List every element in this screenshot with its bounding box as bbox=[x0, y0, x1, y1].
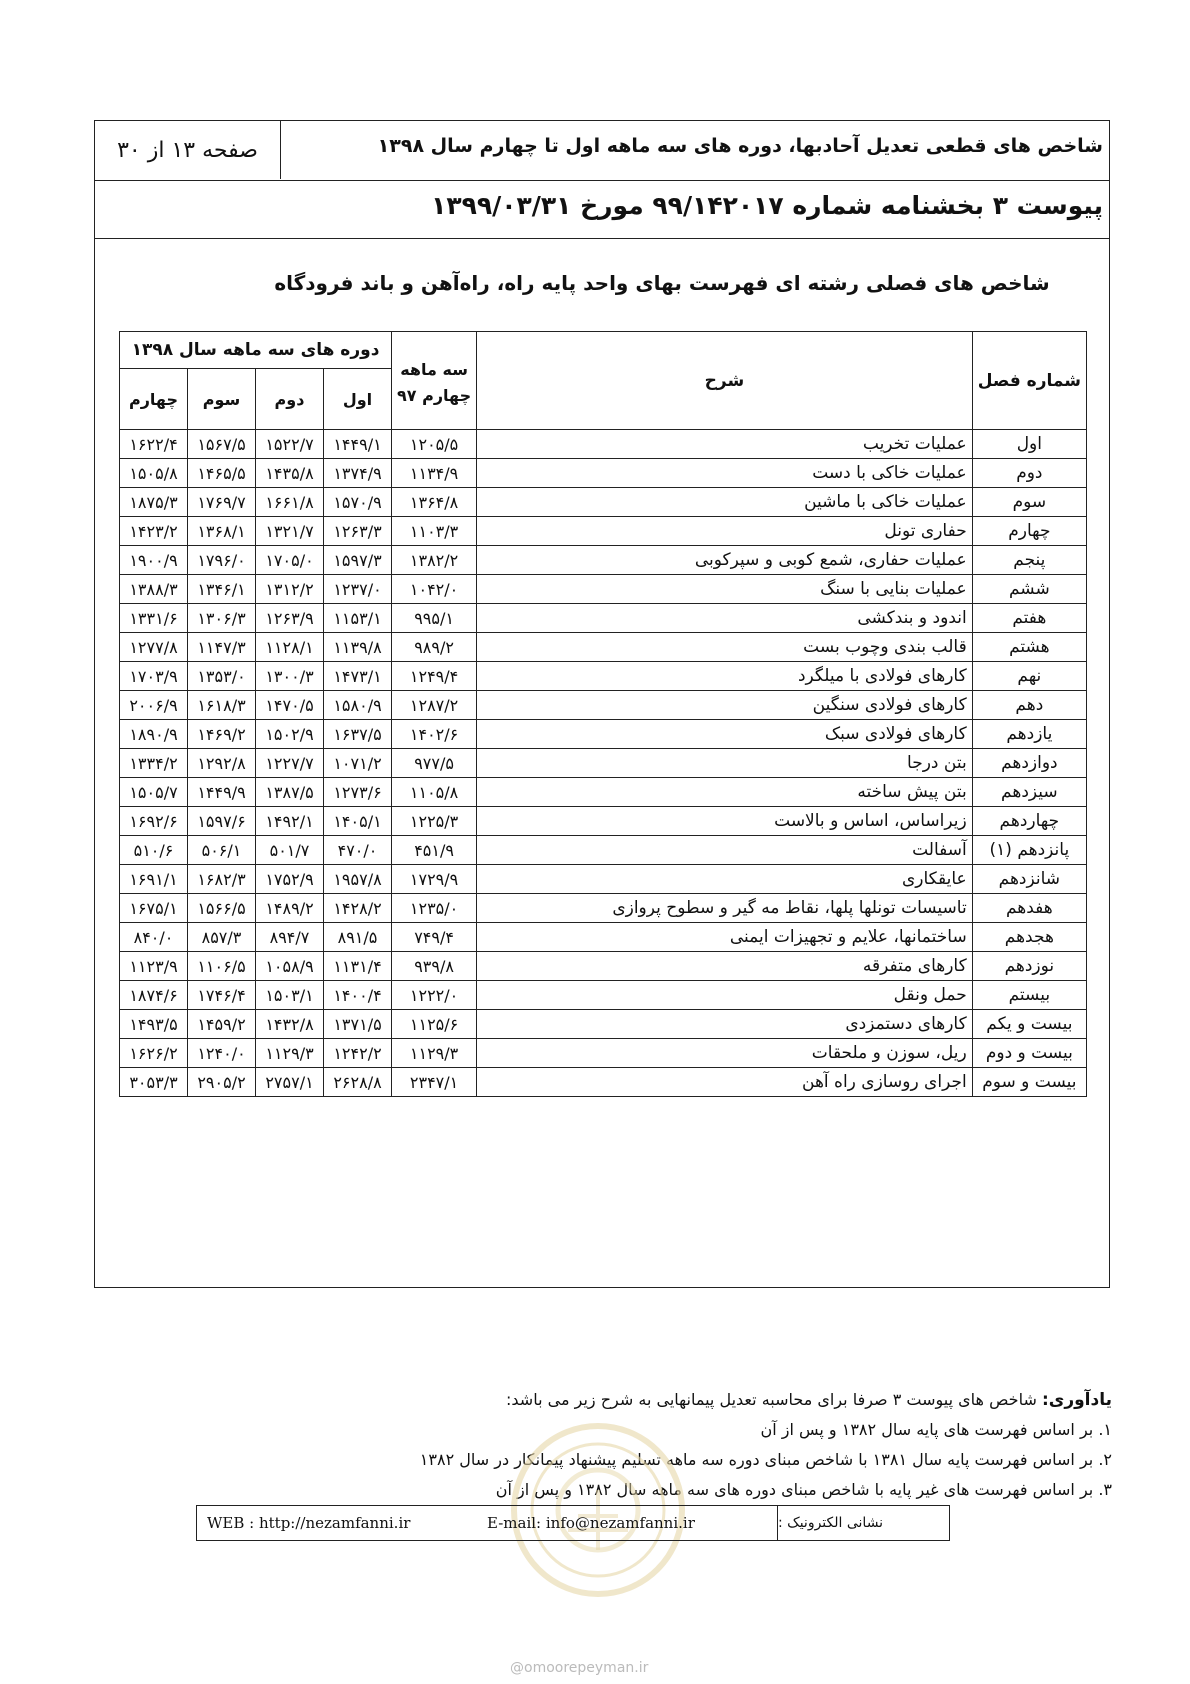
q3-cell: ۱۷۹۶/۰ bbox=[188, 546, 256, 575]
description-cell: کارهای دستمزدی bbox=[477, 1010, 973, 1039]
chapter-cell: هفتم bbox=[972, 604, 1086, 633]
q3-cell: ۱۲۴۰/۰ bbox=[188, 1039, 256, 1068]
header-group: دوره های سه ماهه سال ۱۳۹۸ bbox=[120, 332, 392, 369]
description-cell: زیراساس، اساس و بالاست bbox=[477, 807, 973, 836]
q1-cell: ۱۴۰۰/۴ bbox=[324, 981, 392, 1010]
description-cell: بتن پیش ساخته bbox=[477, 778, 973, 807]
q1-cell: ۱۲۷۳/۶ bbox=[324, 778, 392, 807]
notes-label: یادآوری: bbox=[1041, 1390, 1112, 1410]
header-q3: سوم bbox=[188, 369, 256, 430]
chapter-cell: دوازدهم bbox=[972, 749, 1086, 778]
prev-quarter-cell: ۱۲۲۲/۰ bbox=[392, 981, 477, 1010]
contact-box bbox=[196, 1505, 950, 1541]
q3-cell: ۱۴۴۹/۹ bbox=[188, 778, 256, 807]
note-item: ۱. بر اساس فهرست های پایه سال ۱۳۸۲ و پس از آن bbox=[760, 1420, 1112, 1439]
q1-cell: ۸۹۱/۵ bbox=[324, 923, 392, 952]
prev-quarter-cell: ۴۵۱/۹ bbox=[392, 836, 477, 865]
note-item: ۳. بر اساس فهرست های غیر پایه با شاخص مبنای دوره های سه ماهه سال ۱۳۸۲ و پس از آن bbox=[495, 1480, 1112, 1499]
description-cell: کارهای فولادی با میلگرد bbox=[477, 662, 973, 691]
chapter-cell: بیست و دوم bbox=[972, 1039, 1086, 1068]
header-prev-line2: چهارم ۹۷ bbox=[397, 385, 472, 405]
table-row bbox=[120, 952, 1087, 981]
watermark-text: @omoorepeyman.ir bbox=[510, 1660, 649, 1676]
description-cell: عملیات تخریب bbox=[477, 430, 973, 459]
q4-cell: ۱۶۷۵/۱ bbox=[120, 894, 188, 923]
q3-cell: ۱۶۱۸/۳ bbox=[188, 691, 256, 720]
q2-cell: ۱۲۶۳/۹ bbox=[256, 604, 324, 633]
chapter-cell: پانزدهم (۱) bbox=[972, 836, 1086, 865]
q1-cell: ۱۲۴۲/۲ bbox=[324, 1039, 392, 1068]
q4-cell: ۱۸۷۵/۳ bbox=[120, 488, 188, 517]
q3-cell: ۱۶۸۲/۳ bbox=[188, 865, 256, 894]
prev-quarter-cell: ۱۲۳۵/۰ bbox=[392, 894, 477, 923]
q3-cell: ۱۵۶۶/۵ bbox=[188, 894, 256, 923]
q2-cell: ۱۴۳۲/۸ bbox=[256, 1010, 324, 1039]
q1-cell: ۱۴۲۸/۲ bbox=[324, 894, 392, 923]
q4-cell: ۱۶۲۶/۲ bbox=[120, 1039, 188, 1068]
q3-cell: ۱۱۴۷/۳ bbox=[188, 633, 256, 662]
q3-cell: ۱۳۵۳/۰ bbox=[188, 662, 256, 691]
q2-cell: ۱۲۲۷/۷ bbox=[256, 749, 324, 778]
description-cell: عملیات بنایی با سنگ bbox=[477, 575, 973, 604]
chapter-cell: هشتم bbox=[972, 633, 1086, 662]
prev-quarter-cell: ۱۱۲۵/۶ bbox=[392, 1010, 477, 1039]
q4-cell: ۱۳۳۱/۶ bbox=[120, 604, 188, 633]
prev-quarter-cell: ۱۲۴۹/۴ bbox=[392, 662, 477, 691]
q2-cell: ۸۹۴/۷ bbox=[256, 923, 324, 952]
table-row bbox=[120, 546, 1087, 575]
q3-cell: ۱۷۶۹/۷ bbox=[188, 488, 256, 517]
page-frame bbox=[94, 120, 1110, 1288]
q2-cell: ۱۳۰۰/۳ bbox=[256, 662, 324, 691]
description-cell: عملیات حفاری، شمع کوبی و سپرکوبی bbox=[477, 546, 973, 575]
q3-cell: ۲۹۰۵/۲ bbox=[188, 1068, 256, 1097]
prev-quarter-cell: ۱۲۲۵/۳ bbox=[392, 807, 477, 836]
q1-cell: ۱۵۹۷/۳ bbox=[324, 546, 392, 575]
prev-quarter-cell: ۱۱۲۹/۳ bbox=[392, 1039, 477, 1068]
description-cell: تاسیسات تونلها پلها، نقاط مه گیر و سطوح پروازی bbox=[477, 894, 973, 923]
q4-cell: ۱۳۳۴/۲ bbox=[120, 749, 188, 778]
note-item: ۲. بر اساس فهرست پایه سال ۱۳۸۱ با شاخص مبنای دوره سه ماهه تسلیم پیشنهاد پیمانکار در سال ۱۳۸۲ bbox=[419, 1450, 1112, 1469]
table-row bbox=[120, 836, 1087, 865]
table-row bbox=[120, 662, 1087, 691]
table-row bbox=[120, 981, 1087, 1010]
prev-quarter-cell: ۱۳۶۴/۸ bbox=[392, 488, 477, 517]
description-cell: عایقکاری bbox=[477, 865, 973, 894]
q2-cell: ۱۴۳۵/۸ bbox=[256, 459, 324, 488]
q1-cell: ۱۴۷۳/۱ bbox=[324, 662, 392, 691]
chapter-cell: هفدهم bbox=[972, 894, 1086, 923]
q3-cell: ۵۰۶/۱ bbox=[188, 836, 256, 865]
q2-cell: ۱۵۰۲/۹ bbox=[256, 720, 324, 749]
prev-quarter-cell: ۱۴۰۲/۶ bbox=[392, 720, 477, 749]
chapter-cell: هجدهم bbox=[972, 923, 1086, 952]
header-description: شرح bbox=[477, 332, 973, 430]
description-cell: عملیات خاکی با ماشین bbox=[477, 488, 973, 517]
contact-web[interactable]: WEB : http://nezamfanni.ir bbox=[207, 1514, 411, 1532]
q2-cell: ۱۵۰۳/۱ bbox=[256, 981, 324, 1010]
q2-cell: ۵۰۱/۷ bbox=[256, 836, 324, 865]
q4-cell: ۱۴۲۳/۲ bbox=[120, 517, 188, 546]
q2-cell: ۱۴۷۰/۵ bbox=[256, 691, 324, 720]
q1-cell: ۱۴۰۵/۱ bbox=[324, 807, 392, 836]
table-body bbox=[120, 430, 1087, 1097]
q1-cell: ۱۰۷۱/۲ bbox=[324, 749, 392, 778]
header-prev-line1: سه ماهه bbox=[400, 359, 468, 379]
table-row bbox=[120, 633, 1087, 662]
q3-cell: ۱۲۹۲/۸ bbox=[188, 749, 256, 778]
q3-cell: ۱۵۹۷/۶ bbox=[188, 807, 256, 836]
table-row bbox=[120, 894, 1087, 923]
q1-cell: ۱۱۳۱/۴ bbox=[324, 952, 392, 981]
chapter-cell: چهاردهم bbox=[972, 807, 1086, 836]
header-row bbox=[95, 121, 1109, 181]
q4-cell: ۱۱۲۳/۹ bbox=[120, 952, 188, 981]
q4-cell: ۱۸۹۰/۹ bbox=[120, 720, 188, 749]
table-row bbox=[120, 778, 1087, 807]
table-row bbox=[120, 517, 1087, 546]
q4-cell: ۱۶۹۱/۱ bbox=[120, 865, 188, 894]
description-cell: ساختمانها، علایم و تجهیزات ایمنی bbox=[477, 923, 973, 952]
header-prev-quarter bbox=[392, 332, 477, 430]
prev-quarter-cell: ۱۱۰۳/۳ bbox=[392, 517, 477, 546]
q1-cell: ۲۶۲۸/۸ bbox=[324, 1068, 392, 1097]
table-row bbox=[120, 488, 1087, 517]
q2-cell: ۱۷۵۲/۹ bbox=[256, 865, 324, 894]
q1-cell: ۱۳۷۴/۹ bbox=[324, 459, 392, 488]
q3-cell: ۱۳۴۶/۱ bbox=[188, 575, 256, 604]
q4-cell: ۳۰۵۳/۳ bbox=[120, 1068, 188, 1097]
q2-cell: ۱۴۸۹/۲ bbox=[256, 894, 324, 923]
table-title: شاخص های فصلی رشته ای فهرست بهای واحد پایه راه، راه‌آهن و باند فرودگاه bbox=[274, 271, 1050, 295]
q2-cell: ۱۳۱۲/۲ bbox=[256, 575, 324, 604]
q4-cell: ۱۵۰۵/۷ bbox=[120, 778, 188, 807]
chapter-cell: بیست و سوم bbox=[972, 1068, 1086, 1097]
prev-quarter-cell: ۱۲۰۵/۵ bbox=[392, 430, 477, 459]
chapter-cell: دوم bbox=[972, 459, 1086, 488]
description-cell: حمل ونقل bbox=[477, 981, 973, 1010]
circular-title: پیوست ۳ بخشنامه شماره ۹۹/۱۴۲۰۱۷ مورخ ۱۳۹۹/۰۳/۳۱ bbox=[431, 191, 1103, 220]
prev-quarter-cell: ۹۷۷/۵ bbox=[392, 749, 477, 778]
description-cell: کارهای متفرقه bbox=[477, 952, 973, 981]
q3-cell: ۸۵۷/۳ bbox=[188, 923, 256, 952]
prev-quarter-cell: ۱۱۰۵/۸ bbox=[392, 778, 477, 807]
q2-cell: ۲۷۵۷/۱ bbox=[256, 1068, 324, 1097]
q1-cell: ۱۲۳۷/۰ bbox=[324, 575, 392, 604]
description-cell: عملیات خاکی با دست bbox=[477, 459, 973, 488]
chapter-cell: یازدهم bbox=[972, 720, 1086, 749]
table-row bbox=[120, 459, 1087, 488]
prev-quarter-cell: ۹۳۹/۸ bbox=[392, 952, 477, 981]
q3-cell: ۱۴۶۵/۵ bbox=[188, 459, 256, 488]
q4-cell: ۱۲۷۷/۸ bbox=[120, 633, 188, 662]
chapter-cell: چهارم bbox=[972, 517, 1086, 546]
description-cell: اجرای روسازی راه آهن bbox=[477, 1068, 973, 1097]
chapter-cell: پنجم bbox=[972, 546, 1086, 575]
table-row bbox=[120, 691, 1087, 720]
q1-cell: ۱۵۸۰/۹ bbox=[324, 691, 392, 720]
q2-cell: ۱۶۶۱/۸ bbox=[256, 488, 324, 517]
prev-quarter-cell: ۱۳۸۲/۲ bbox=[392, 546, 477, 575]
q4-cell: ۱۳۸۸/۳ bbox=[120, 575, 188, 604]
page-number: صفحه ۱۳ از ۳۰ bbox=[95, 121, 281, 179]
prev-quarter-cell: ۱۷۲۹/۹ bbox=[392, 865, 477, 894]
q2-cell: ۱۳۲۱/۷ bbox=[256, 517, 324, 546]
q1-cell: ۱۹۵۷/۸ bbox=[324, 865, 392, 894]
q4-cell: ۱۶۲۲/۴ bbox=[120, 430, 188, 459]
q3-cell: ۱۳۰۶/۳ bbox=[188, 604, 256, 633]
description-cell: ریل، سوزن و ملحقات bbox=[477, 1039, 973, 1068]
description-cell: حفاری تونل bbox=[477, 517, 973, 546]
description-cell: قالب بندی وچوب بست bbox=[477, 633, 973, 662]
chapter-cell: نهم bbox=[972, 662, 1086, 691]
header-chapter: شماره فصل bbox=[972, 332, 1086, 430]
q4-cell: ۱۴۹۳/۵ bbox=[120, 1010, 188, 1039]
table-row bbox=[120, 720, 1087, 749]
description-cell: اندود و بندکشی bbox=[477, 604, 973, 633]
table-row bbox=[120, 865, 1087, 894]
q4-cell: ۱۷۰۳/۹ bbox=[120, 662, 188, 691]
header-q4: چهارم bbox=[120, 369, 188, 430]
chapter-cell: اول bbox=[972, 430, 1086, 459]
description-cell: بتن درجا bbox=[477, 749, 973, 778]
q3-cell: ۱۳۶۸/۱ bbox=[188, 517, 256, 546]
q1-cell: ۱۱۵۳/۱ bbox=[324, 604, 392, 633]
q4-cell: ۵۱۰/۶ bbox=[120, 836, 188, 865]
q3-cell: ۱۷۴۶/۴ bbox=[188, 981, 256, 1010]
prev-quarter-cell: ۱۲۸۷/۲ bbox=[392, 691, 477, 720]
q4-cell: ۱۵۰۵/۸ bbox=[120, 459, 188, 488]
table-row bbox=[120, 1010, 1087, 1039]
table-row bbox=[120, 1068, 1087, 1097]
table-row bbox=[120, 1039, 1087, 1068]
q1-cell: ۱۲۶۳/۳ bbox=[324, 517, 392, 546]
q1-cell: ۱۳۷۱/۵ bbox=[324, 1010, 392, 1039]
q3-cell: ۱۴۶۹/۲ bbox=[188, 720, 256, 749]
description-cell: کارهای فولادی سبک bbox=[477, 720, 973, 749]
q3-cell: ۱۴۵۹/۲ bbox=[188, 1010, 256, 1039]
q4-cell: ۱۶۹۲/۶ bbox=[120, 807, 188, 836]
contact-email[interactable]: E-mail: info@nezamfanni.ir bbox=[487, 1514, 695, 1532]
q3-cell: ۱۱۰۶/۵ bbox=[188, 952, 256, 981]
chapter-cell: سوم bbox=[972, 488, 1086, 517]
table-row bbox=[120, 575, 1087, 604]
q4-cell: ۱۸۷۴/۶ bbox=[120, 981, 188, 1010]
q1-cell: ۴۷۰/۰ bbox=[324, 836, 392, 865]
chapter-cell: دهم bbox=[972, 691, 1086, 720]
notes-intro: شاخص های پیوست ۳ صرفا برای محاسبه تعدیل پیمانهایی به شرح زیر می باشد: bbox=[506, 1390, 1037, 1409]
chapter-cell: شانزدهم bbox=[972, 865, 1086, 894]
header-q2: دوم bbox=[256, 369, 324, 430]
chapter-cell: ششم bbox=[972, 575, 1086, 604]
table-row bbox=[120, 923, 1087, 952]
table-row bbox=[120, 807, 1087, 836]
chapter-cell: بیستم bbox=[972, 981, 1086, 1010]
q2-cell: ۱۳۸۷/۵ bbox=[256, 778, 324, 807]
chapter-cell: نوزدهم bbox=[972, 952, 1086, 981]
table-row bbox=[120, 749, 1087, 778]
description-cell: آسفالت bbox=[477, 836, 973, 865]
table-row bbox=[120, 604, 1087, 633]
description-cell: کارهای فولادی سنگین bbox=[477, 691, 973, 720]
q1-cell: ۱۵۷۰/۹ bbox=[324, 488, 392, 517]
q4-cell: ۱۹۰۰/۹ bbox=[120, 546, 188, 575]
prev-quarter-cell: ۹۸۹/۲ bbox=[392, 633, 477, 662]
chapter-cell: سیزدهم bbox=[972, 778, 1086, 807]
document-title: شاخص های قطعی تعدیل آحادبها، دوره های سه ماهه اول تا چهارم سال ۱۳۹۸ bbox=[377, 135, 1103, 157]
prev-quarter-cell: ۹۹۵/۱ bbox=[392, 604, 477, 633]
chapter-cell: بیست و یکم bbox=[972, 1010, 1086, 1039]
table-row bbox=[120, 430, 1087, 459]
notes-intro-line bbox=[420, 1385, 1112, 1415]
prev-quarter-cell: ۲۳۴۷/۱ bbox=[392, 1068, 477, 1097]
index-table bbox=[119, 331, 1087, 1097]
q2-cell: ۱۰۵۸/۹ bbox=[256, 952, 324, 981]
q2-cell: ۱۴۹۲/۱ bbox=[256, 807, 324, 836]
prev-quarter-cell: ۱۰۴۲/۰ bbox=[392, 575, 477, 604]
q2-cell: ۱۷۰۵/۰ bbox=[256, 546, 324, 575]
contact-label: نشانی الکترونیک : bbox=[777, 1506, 949, 1540]
prev-quarter-cell: ۷۴۹/۴ bbox=[392, 923, 477, 952]
circular-row bbox=[95, 181, 1109, 239]
q1-cell: ۱۴۴۹/۱ bbox=[324, 430, 392, 459]
prev-quarter-cell: ۱۱۳۴/۹ bbox=[392, 459, 477, 488]
q3-cell: ۱۵۶۷/۵ bbox=[188, 430, 256, 459]
q4-cell: ۸۴۰/۰ bbox=[120, 923, 188, 952]
q2-cell: ۱۱۲۹/۳ bbox=[256, 1039, 324, 1068]
q4-cell: ۲۰۰۶/۹ bbox=[120, 691, 188, 720]
q1-cell: ۱۶۳۷/۵ bbox=[324, 720, 392, 749]
q1-cell: ۱۱۳۹/۸ bbox=[324, 633, 392, 662]
q2-cell: ۱۱۲۸/۱ bbox=[256, 633, 324, 662]
header-q1: اول bbox=[324, 369, 392, 430]
q2-cell: ۱۵۲۲/۷ bbox=[256, 430, 324, 459]
